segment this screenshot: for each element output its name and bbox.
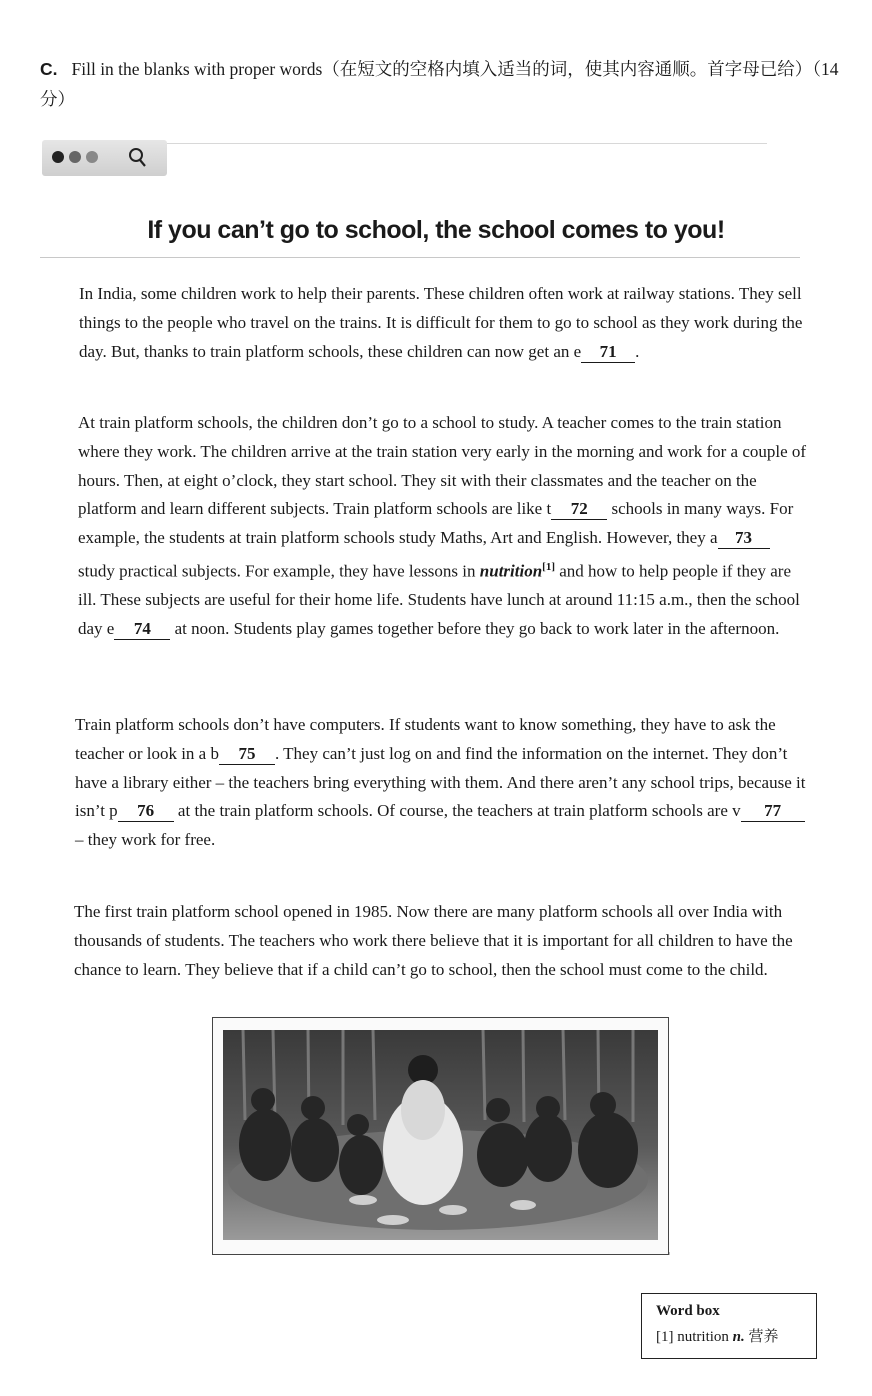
blank-72[interactable]: 72 bbox=[551, 499, 607, 520]
paragraph-3 bbox=[75, 711, 810, 855]
paragraph-text: study practical subjects. For example, they have lessons in bbox=[78, 561, 480, 581]
classroom-photo bbox=[223, 1030, 658, 1240]
blank-71[interactable]: 71 bbox=[581, 342, 635, 363]
instruction-header bbox=[40, 54, 840, 114]
paragraph-text: At train platform schools, the children don’t go to a school to study. A teacher comes to the train station where they work. The children arrive at the train station very early in the morning and work for a couple of hours. Then, at eight o’clock, they start school. They sit with their classmates and the teacher on the platform and learn different subjects. Train platform schools are like t bbox=[78, 413, 807, 519]
blank-77[interactable]: 77 bbox=[741, 801, 805, 822]
paragraph-text: . bbox=[635, 341, 640, 361]
dot-icon bbox=[52, 151, 64, 163]
browser-toolbar bbox=[42, 140, 167, 176]
word-box-title: Word box bbox=[656, 1303, 720, 1319]
dot-icon bbox=[86, 151, 98, 163]
title-divider bbox=[40, 257, 800, 258]
nutrition-term: nutrition bbox=[479, 561, 543, 581]
instruction-text: Fill in the blanks with proper words（在短文的空格内填入适当的词，使其内容通顺。首字母已给）（14分） bbox=[40, 59, 839, 109]
entry-pos: n. bbox=[732, 1329, 745, 1345]
search-icon[interactable] bbox=[127, 145, 149, 169]
blank-76[interactable]: 76 bbox=[118, 801, 174, 822]
paragraph-text: – they work for free. bbox=[75, 830, 216, 850]
footnote-marker: [1] bbox=[542, 560, 555, 573]
toolbar-divider bbox=[167, 143, 767, 144]
paragraph-text: schools in many ways. For example, the students at train platform schools study Maths, Art and English. However, they a bbox=[78, 499, 794, 548]
paragraph-4: The first train platform school opened in 1985. Now there are many platform schools all over India with thousands of students. The teachers who work there believe that it is important for all children to have the chance to learn. They believe that if a child can’t go to school, then the school must come to the child. bbox=[74, 902, 793, 979]
article-title: If you can’t go to school, the school comes to you! bbox=[147, 216, 725, 244]
blank-74[interactable]: 74 bbox=[114, 619, 170, 640]
paragraph-text: Train platform schools don’t have computers. If students want to know something, they have to ask the teacher or look in a b bbox=[75, 715, 776, 763]
paragraph-text: In India, some children work to help their parents. These children often work at railway stations. They sell things to the people who travel on the trains. It is difficult for them to go to school as they work during the day. But, thanks to train platform schools, these children can now get an e bbox=[79, 284, 803, 361]
paragraph-2 bbox=[78, 409, 808, 644]
section-label: C. bbox=[40, 59, 58, 79]
word-box bbox=[641, 1293, 817, 1359]
word-box-entry bbox=[656, 1324, 816, 1350]
entry-word: nutrition bbox=[677, 1329, 729, 1345]
paragraph-1 bbox=[79, 280, 809, 366]
dot-icon bbox=[69, 151, 81, 163]
paragraph-text: . They can’t just log on and find the information on the internet. They don’t have a library either – the teachers bring everything with them. And there aren’t any school trips, because it isn’t p bbox=[75, 743, 806, 821]
blank-75[interactable]: 75 bbox=[219, 744, 275, 765]
paragraph-text: at the train platform schools. Of course, the teachers at train platform schools are v bbox=[173, 801, 741, 821]
paragraph-text: and how to help people if they are ill. These subjects are useful for their home life. Students have lunch at around 11:15 a.m., then the school day e bbox=[78, 561, 800, 639]
paragraph-text: at noon. Students play games together before they go back to work later in the afternoon. bbox=[170, 619, 780, 639]
photo-frame bbox=[212, 1017, 669, 1255]
entry-meaning: 营养 bbox=[748, 1329, 779, 1345]
entry-number: [1] bbox=[656, 1329, 674, 1345]
blank-73[interactable]: 73 bbox=[718, 528, 770, 549]
